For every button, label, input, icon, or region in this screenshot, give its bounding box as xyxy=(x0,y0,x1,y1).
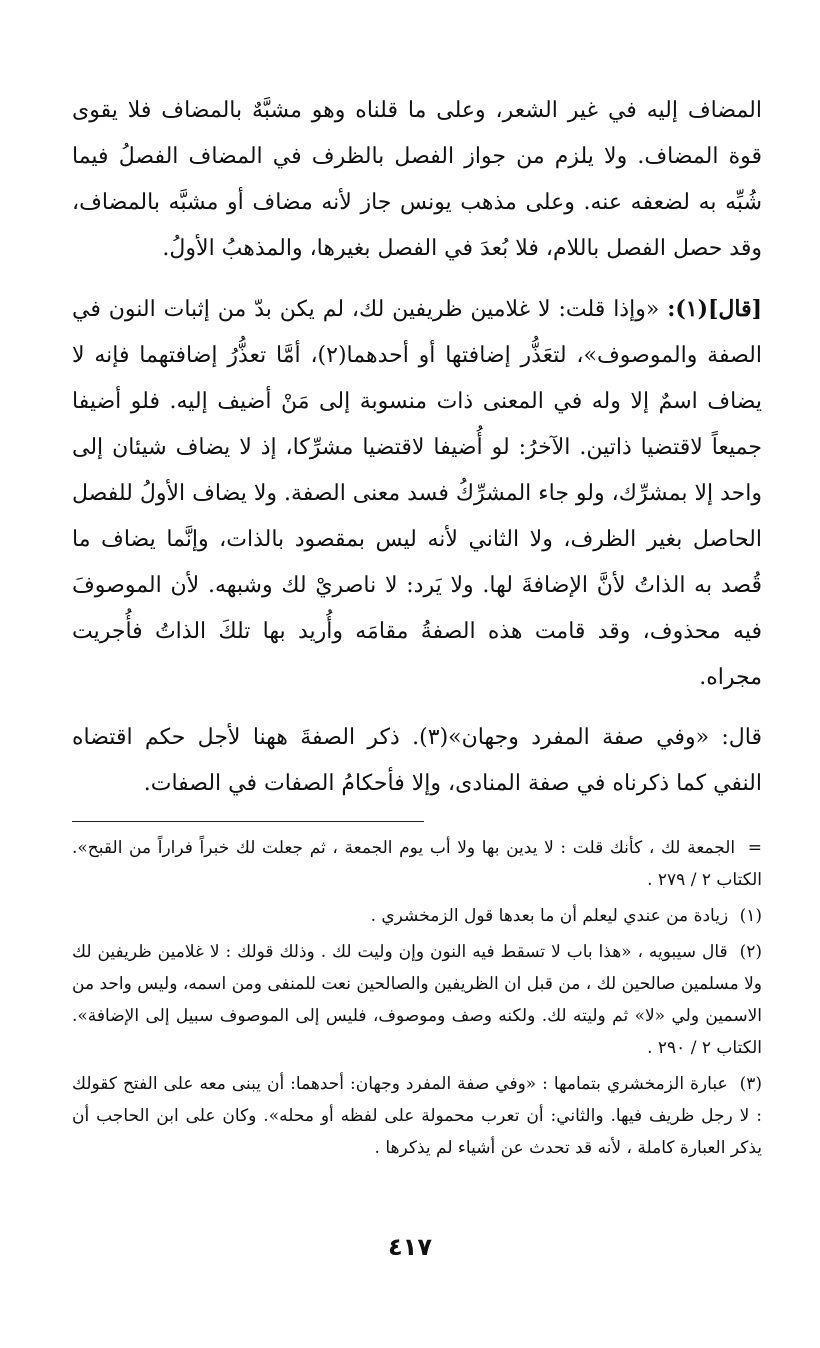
footnote-mark: (٢) xyxy=(739,942,762,962)
paragraph-3-text: قال: «وفي صفة المفرد وجهان»(٣). ذكر الصفةَ ههنا لأجل حكم اقتضاه النفي كما ذكرناه في صفة المنادى، وإلا فأحكامُ الصفات في الصفات. xyxy=(72,725,762,796)
footnote-mark: (١) xyxy=(739,906,762,926)
page-body xyxy=(72,88,762,1168)
paragraph-2-lead: [قال](١): xyxy=(667,296,762,322)
footnote-text: الجمعة لك ، كأنك قلت : لا يدين بها ولا أب يوم الجمعة ، ثم جعلت لك خبراً فراراً من القبح». الكتاب ٢ / ٢٧٩ . xyxy=(72,838,762,890)
footnote-3 xyxy=(72,1068,762,1164)
paragraph-2 xyxy=(72,286,762,701)
paragraph-1-text: المضاف إليه في غير الشعر، وعلى ما قلناه وهو مشبَّهٌ بالمضاف فلا يقوى قوة المضاف. ولا يلزم من جواز الفصل بالظرف في المضاف الفصلُ فيما شُبِّه به لضعفه عنه. وعلى مذهب يونس جاز لأنه مضاف أو مشبَّه بالمضاف، وقد حصل الفصل باللام، فلا بُعدَ في الفصل بغيرها، والمذهبُ الأولُ. xyxy=(72,98,762,261)
footnote-text: عبارة الزمخشري بتمامها : «وفي صفة المفرد وجهان: أحدهما: أن يبنى معه على الفتح كقولك : لا رجل ظريف فيها. والثاني: أن تعرب محمولة على لفظه أو محله». وكان على ابن الحاجب أن يذكر العبارة كاملة ، لأنه قد تحدث عن أشياء لم يذكرها . xyxy=(72,1074,762,1158)
paragraph-2-text: «وإذا قلت: لا غلامين ظريفين لك، لم يكن بدّ من إثبات النون في الصفة والموصوف»، لتعَذُّر إضافتها أو أحدهما(٢)، أمَّا تعذُّرُ إضافتهما فإنه لا يضاف اسمٌ إلا وله في المعنى ذات منسوبة إلى مَنْ أضيف إليه. فلو أضيفا جميعاً لاقتضيا ذاتين. الآخرُ: لو أُضيفا لاقتضيا مشرِّكا، إذ لا يضاف شيئان إلى واحد إلا بمشرِّك، ولو جاء المشرِّكُ فسد معنى الصفة. ولا يضاف الأولُ للفصل الحاصل بغير الظرف، ولا الثاني لأنه ليس بمقصود بالذات، وإنَّما يضاف ما قُصد به الذاتُ لأنَّ الإضافةَ لها. ولا يَرد: لا ناصريْ لك وشبهه. لأن الموصوفَ فيه محذوف، وقد قامت هذه الصفةُ مقامَه وأُريد بها تلكَ الذاتُ فأُجريت مجراه. xyxy=(72,297,762,690)
footnote-text: قال سيبويه ، «هذا باب لا تسقط فيه النون وإن وليت لك . وذلك قولك : لا غلامين ظريفين لك ولا مسلمين صالحين لك ، من قبل ان الظريفين والصالحين نعت للمنفى ومن اسمه، وليس واحد من الاسمين ولي «لا» ثم وليته لك. ولكنه وصف وموصوف، فليس إلى الموصوف سبيل إلى الإضافة». الكتاب ٢ / ٢٩٠ . xyxy=(72,942,762,1058)
footnote-continuation xyxy=(72,832,762,896)
page-number: ٤١٧ xyxy=(388,1233,432,1261)
footnote-2 xyxy=(72,936,762,1064)
footnote-1 xyxy=(72,900,762,932)
footnote-divider xyxy=(72,821,424,822)
footnote-mark: = xyxy=(747,838,762,858)
footnote-text: زيادة من عندي ليعلم أن ما بعدها قول الزمخشري . xyxy=(370,906,729,926)
footnote-mark: (٣) xyxy=(739,1074,762,1094)
paragraph-1 xyxy=(72,88,762,272)
footnotes xyxy=(72,832,762,1164)
paragraph-3 xyxy=(72,715,762,807)
